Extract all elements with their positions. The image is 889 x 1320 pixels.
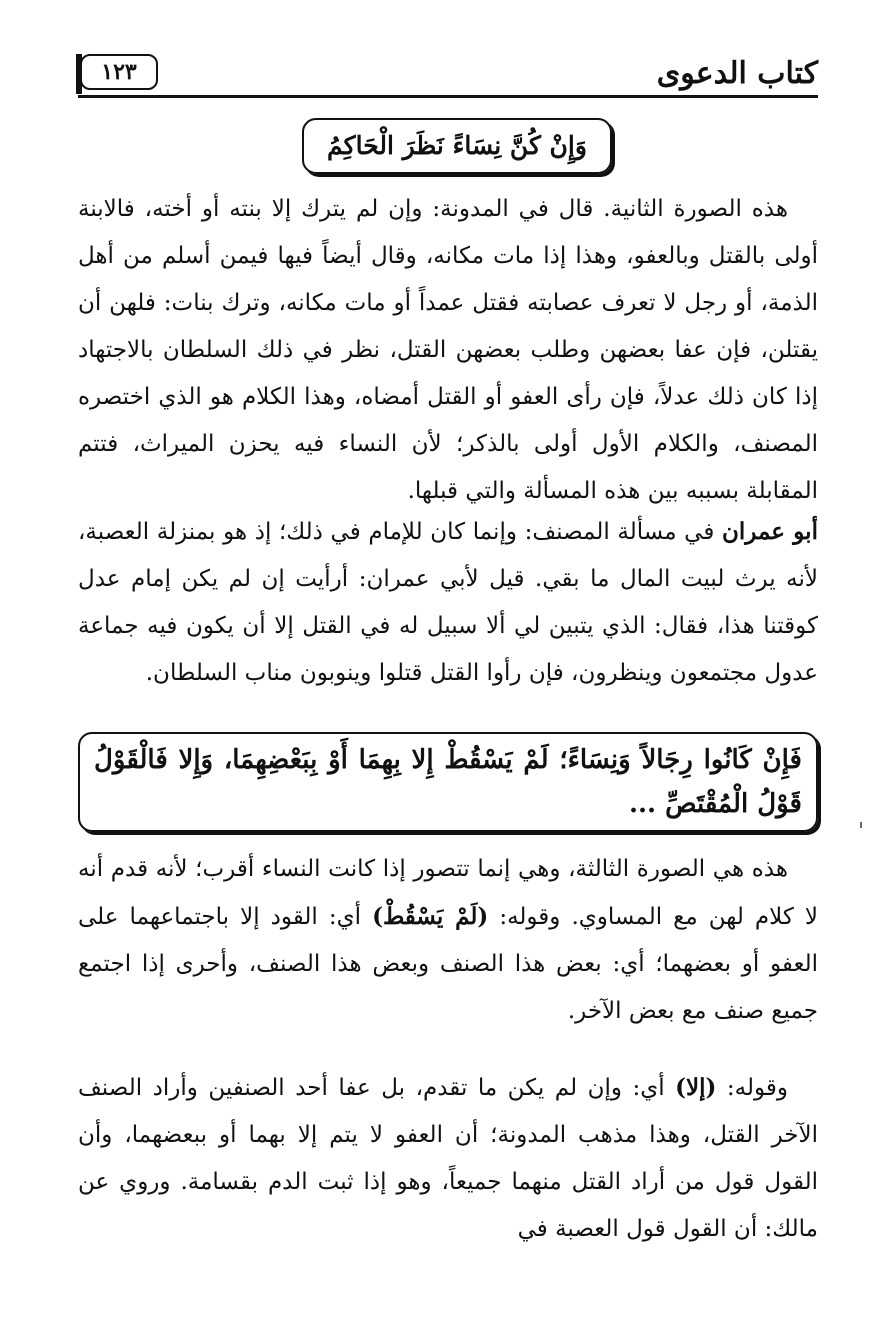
paragraph-1-text: هذه الصورة الثانية. قال في المدونة: وإن لم يترك إلا بنته أو أخته، فالابنة أولى بالقتل وبالعفو، وهذا إذا مات مكانه، وقال أيضاً فيها فيمن أسلم من أهل الذمة، أو رجل لا تعرف عصابته فقتل عمداً أو مات مكانه، وترك بنات: فلهن أن يقتلن، فإن عفا بعضهن وطلب بعضهن القتل، نظر في ذلك السلطان بالاجتهاد إذا كان ذلك عدلاً، فإن رأى العفو أو القتل أمضاه، وهذا الكلام هو الذي اختصره المصنف، والكلام الأول أولى بالذكر؛ لأن النساء فيه يحزن الميراث، فتتم المقابلة بسببه بين هذه المسألة والتي قبلها.: [78, 196, 818, 504]
paragraph-2: [78, 508, 818, 697]
margin-mark: [860, 822, 862, 828]
header-rule: [78, 95, 818, 98]
paragraph-3-quote: (لَمْ يَسْقُطْ): [372, 903, 489, 930]
matn-quote-1: وَإِنْ كُنَّ نِسَاءً نَظَرَ الْحَاكِمُ: [302, 118, 612, 174]
paragraph-1: [78, 186, 818, 515]
page-number: ١٢٣: [80, 54, 158, 90]
paragraph-3-text-a: هذه هي الصورة الثالثة، وهي إنما تتصور إذا كانت النساء أقرب؛ لأنه قدم أنه لا كلام لهن مع المساوي. وقوله:: [78, 856, 818, 930]
paragraph-4-text-a: وقوله:: [716, 1075, 788, 1101]
paragraph-2-name: أبو عمران: [721, 518, 818, 545]
paragraph-4: [78, 1064, 818, 1253]
paragraph-3-text-b: أي: القود إلا باجتماعهما على العفو أو بعضهما؛ أي: بعض هذا الصنف وبعض هذا الصنف، وأحرى إذا اجتمع جميع صنف مع بعض الآخر.: [78, 904, 818, 1024]
page-header: [78, 50, 818, 100]
paragraph-2-text: في مسألة المصنف: وإنما كان للإمام في ذلك؛ إذ هو بمنزلة العصبة، لأنه يرث لبيت المال ما بقي. قيل لأبي عمران: أرأيت إن لم يكن إمام عدل كوقتنا هذا، فقال: الذي يتبين لي ألا سبيل له في القتل إلا أن يكون فيه جماعة عدول مجتمعون وينظرون، فإن رأوا القتل قتلوا وينوبون مناب السلطان.: [78, 519, 818, 686]
paragraph-4-text-b: أي: وإن لم يكن ما تقدم، بل عفا أحد الصنفين وأراد الصنف الآخر القتل، وهذا مذهب المدونة؛ أن العفو لا يتم إلا بهما أو ببعضهما، وأن القول قول من أراد القتل منهما جميعاً، وهو إذا ثبت الدم بقسامة. وروي عن مالك: أن القول قول العصبة في: [78, 1075, 818, 1242]
paragraph-3: [78, 846, 818, 1035]
book-title: كتاب الدعوى: [656, 56, 818, 91]
paragraph-4-quote: (إلا): [675, 1074, 717, 1101]
matn-quote-2: فَإِنْ كَانُوا رِجَالاً وَنِسَاءً؛ لَمْ يَسْقُطْ إِلا بِهِمَا أَوْ بِبَعْضِهِمَا، وَإِلا فَالْقَوْلُ قَوْلُ الْمُقْتَصِّ ...: [78, 732, 818, 832]
